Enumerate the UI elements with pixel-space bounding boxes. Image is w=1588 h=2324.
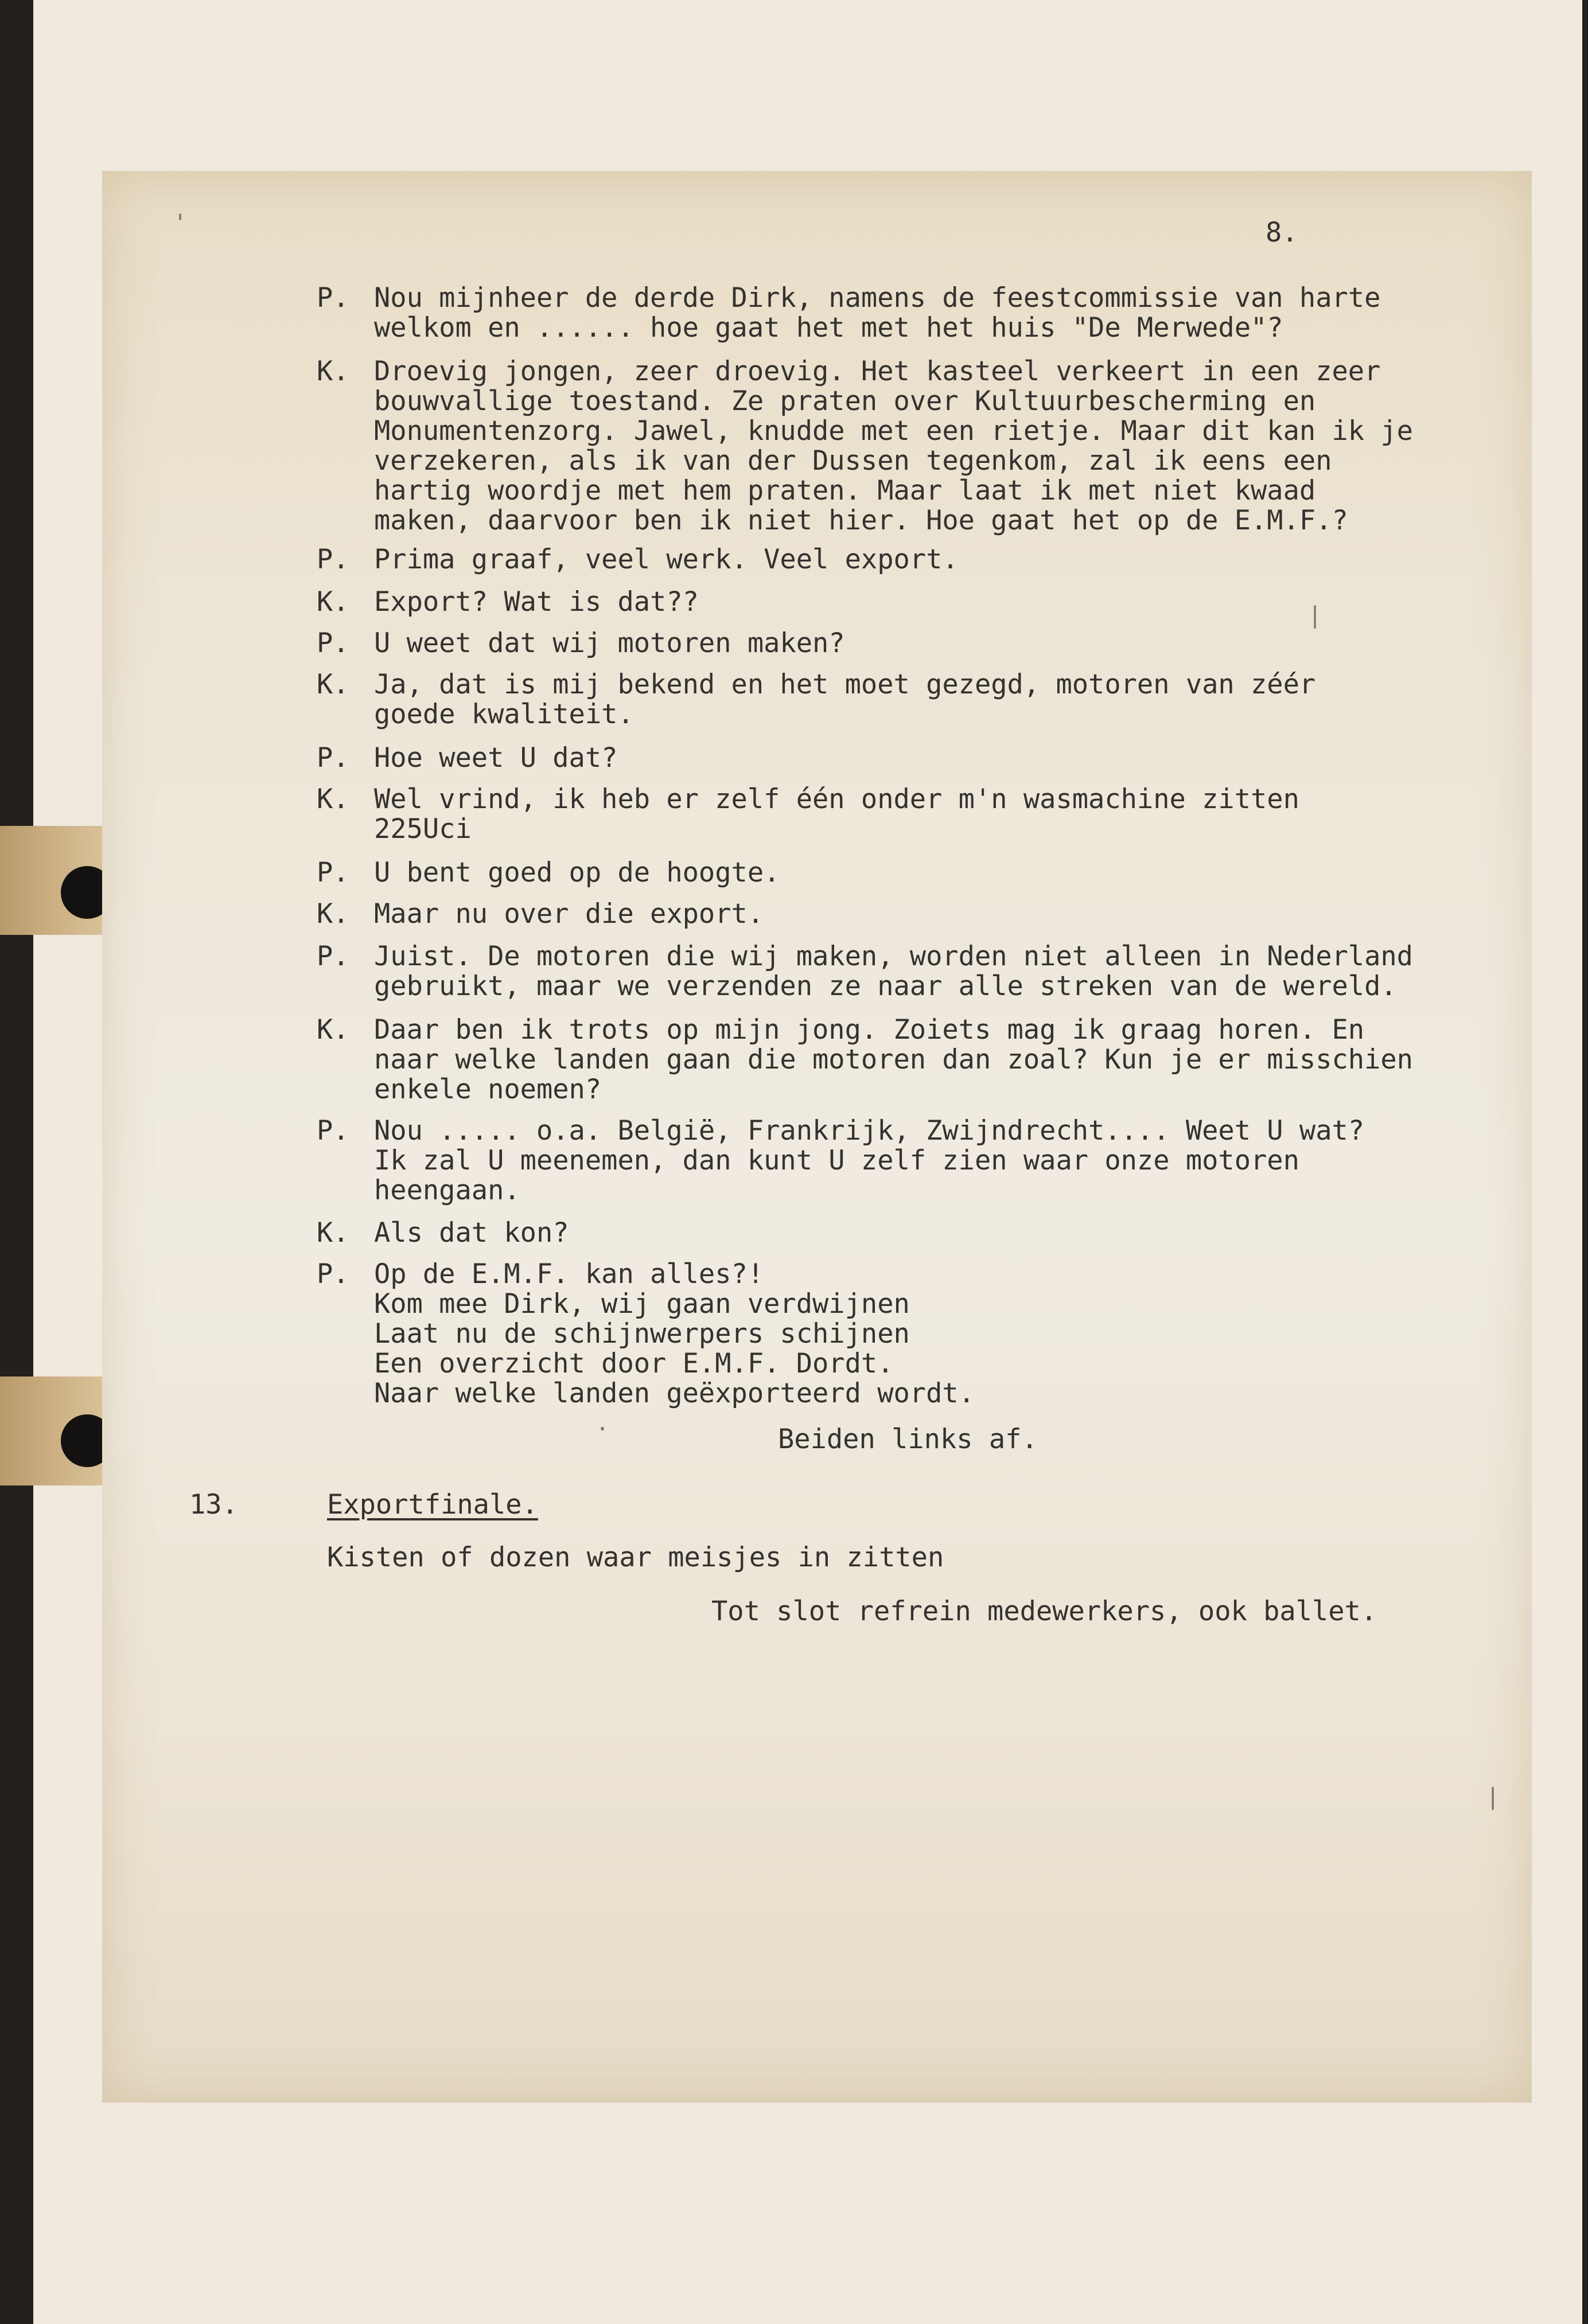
speaker-label: K. xyxy=(317,669,349,700)
dialogue-line: naar welke landen gaan die motoren dan zoal? Kun je er misschien xyxy=(374,1044,1413,1075)
speaker-label: K. xyxy=(317,1217,349,1249)
dialogue-line: Laat nu de schijnwerpers schijnen xyxy=(374,1318,910,1350)
dialogue-line: Juist. De motoren die wij maken, worden niet alleen in Nederland xyxy=(374,941,1413,972)
dialogue-line: Nou ..... o.a. België, Frankrijk, Zwijndrecht.... Weet U wat? xyxy=(374,1115,1365,1147)
dialogue-line: Hoe weet U dat? xyxy=(374,742,618,774)
dialogue-line: Een overzicht door E.M.F. Dordt. xyxy=(374,1348,894,1379)
dialogue-line: verzekeren, als ik van der Dussen tegenkom, zal ik eens een xyxy=(374,445,1332,477)
closing-direction: Tot slot refrein medewerkers, ook ballet. xyxy=(711,1596,1377,1627)
dialogue-line: Op de E.M.F. kan alles?! xyxy=(374,1258,764,1290)
dialogue-line: hartig woordje met hem praten. Maar laat ik met niet kwaad xyxy=(374,475,1316,506)
dialogue-line: enkele noemen? xyxy=(374,1074,602,1105)
dialogue-line: Kom mee Dirk, wij gaan verdwijnen xyxy=(374,1288,910,1320)
dialogue-line: bouwvallige toestand. Ze praten over Kultuurbescherming en xyxy=(374,385,1316,417)
speaker-label: P. xyxy=(317,941,349,972)
section-number: 13. xyxy=(189,1489,238,1520)
speaker-label: P. xyxy=(317,1115,349,1147)
dialogue-line: Nou mijnheer de derde Dirk, namens de feestcommissie van harte xyxy=(374,282,1381,314)
dialogue-line: Ja, dat is mij bekend en het moet gezegd, motoren van zéér xyxy=(374,669,1316,700)
page-number: 8. xyxy=(1266,217,1298,248)
speaker-label: K. xyxy=(317,356,349,387)
dialogue-line: Prima graaf, veel werk. Veel export. xyxy=(374,544,959,575)
dialogue-line: Maar nu over die export. xyxy=(374,898,764,930)
ink-mark: . xyxy=(596,1410,610,1436)
speaker-label: P. xyxy=(317,627,349,659)
dialogue-line: U weet dat wij motoren maken? xyxy=(374,627,845,659)
dialogue-line: Export? Wat is dat?? xyxy=(374,586,699,618)
speaker-label: K. xyxy=(317,783,349,815)
speaker-label: K. xyxy=(317,586,349,618)
speaker-label: K. xyxy=(317,898,349,930)
dialogue-line: gebruikt, maar we verzenden ze naar alle streken van de wereld. xyxy=(374,970,1397,1002)
dialogue-line: maken, daarvoor ben ik niet hier. Hoe gaat het op de E.M.F.? xyxy=(374,505,1348,536)
speaker-label: P. xyxy=(317,1258,349,1290)
section-title: Exportfinale. xyxy=(327,1489,538,1520)
speaker-label: P. xyxy=(317,544,349,575)
ink-mark: | xyxy=(1308,602,1322,629)
ink-mark: | xyxy=(1486,1784,1500,1810)
dialogue-line: 225Uci xyxy=(374,813,472,845)
dialogue-line: Ik zal U meenemen, dan kunt U zelf zien waar onze motoren xyxy=(374,1145,1299,1176)
dialogue-line: Droevig jongen, zeer droevig. Het kasteel verkeert in een zeer xyxy=(374,356,1381,387)
dialogue-line: Monumentenzorg. Jawel, knudde met een rietje. Maar dit kan ik je xyxy=(374,415,1413,447)
dialogue-line: goede kwaliteit. xyxy=(374,699,634,730)
speaker-label: P. xyxy=(317,282,349,314)
dialogue-line: heengaan. xyxy=(374,1175,520,1206)
stage-direction: Beiden links af. xyxy=(778,1424,1038,1455)
section-description: Kisten of dozen waar meisjes in zitten xyxy=(327,1542,944,1573)
speaker-label: P. xyxy=(317,857,349,888)
speaker-label: P. xyxy=(317,742,349,774)
dialogue-line: Naar welke landen geëxporteerd wordt. xyxy=(374,1378,975,1409)
dialogue-line: welkom en ...... hoe gaat het met het huis "De Merwede"? xyxy=(374,312,1283,344)
dialogue-line: Daar ben ik trots op mijn jong. Zoiets mag ik graag horen. En xyxy=(374,1014,1365,1046)
dialogue-line: Wel vrind, ik heb er zelf één onder m'n wasmachine zitten xyxy=(374,783,1299,815)
speaker-label: K. xyxy=(317,1014,349,1046)
dialogue-line: U bent goed op de hoogte. xyxy=(374,857,780,888)
dialogue-line: Als dat kon? xyxy=(374,1217,569,1249)
ink-mark: ' xyxy=(173,210,188,236)
